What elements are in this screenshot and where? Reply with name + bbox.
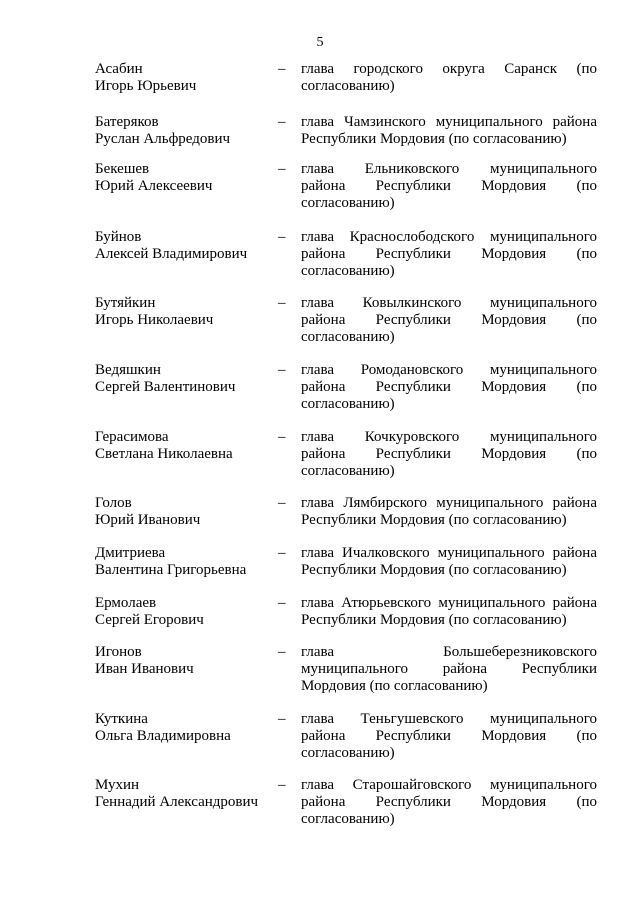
position-description — [301, 644, 597, 695]
dash-separator: – — [278, 429, 286, 445]
list-item — [0, 429, 640, 480]
given-names: Игорь Юрьевич — [95, 78, 197, 94]
description-line: согласованию) — [301, 195, 395, 211]
position-description — [301, 545, 597, 579]
list-item — [0, 114, 640, 148]
description-line: согласованию) — [301, 745, 395, 761]
position-description — [301, 777, 597, 828]
position-description — [301, 595, 597, 629]
dash-separator: – — [278, 114, 286, 130]
list-item — [0, 61, 640, 95]
dash-separator: – — [278, 495, 286, 511]
person-name — [95, 495, 275, 529]
description-line: района Республики Мордовия (по — [301, 728, 597, 744]
description-line: глава Ичалковского муниципального района — [301, 545, 597, 561]
position-description — [301, 61, 597, 95]
dash-separator: – — [278, 777, 286, 793]
list-item — [0, 595, 640, 629]
person-name — [95, 362, 275, 396]
position-description — [301, 229, 597, 280]
description-line: Республики Мордовия (по согласованию) — [301, 562, 567, 578]
description-line: глава Ковылкинского муниципального — [301, 295, 597, 311]
person-name — [95, 595, 275, 629]
given-names: Валентина Григорьевна — [95, 562, 247, 578]
surname: Буйнов — [95, 229, 142, 245]
list-item — [0, 777, 640, 828]
given-names: Светлана Николаевна — [95, 446, 233, 462]
surname: Голов — [95, 495, 132, 511]
list-item — [0, 229, 640, 280]
description-line: согласованию) — [301, 396, 395, 412]
surname: Мухин — [95, 777, 140, 793]
description-line: глава Старошайговского муниципального — [301, 777, 597, 793]
given-names: Юрий Алексеевич — [95, 178, 213, 194]
position-description — [301, 161, 597, 212]
description-line: глава городского округа Саранск (по — [301, 61, 597, 77]
description-line: района Республики Мордовия (по — [301, 379, 597, 395]
dash-separator: – — [278, 595, 286, 611]
surname: Герасимова — [95, 429, 169, 445]
description-line: Республики Мордовия (по согласованию) — [301, 512, 567, 528]
given-names: Сергей Валентинович — [95, 379, 236, 395]
surname: Дмитриева — [95, 545, 166, 561]
description-line: согласованию) — [301, 463, 395, 479]
dash-separator: – — [278, 644, 286, 660]
description-line: Республики Мордовия (по согласованию) — [301, 612, 567, 628]
description-line: района Республики Мордовия (по — [301, 246, 597, 262]
description-line: глава Ромодановского муниципального — [301, 362, 597, 378]
given-names: Иван Иванович — [95, 661, 194, 677]
surname: Куткина — [95, 711, 148, 727]
description-line: района Республики Мордовия (по — [301, 446, 597, 462]
given-names: Сергей Егорович — [95, 612, 204, 628]
description-line: согласованию) — [301, 811, 395, 827]
page-number: 5 — [316, 35, 324, 50]
person-name — [95, 295, 275, 329]
person-name — [95, 545, 275, 579]
description-line: глава Краснослободского муниципального — [301, 229, 597, 245]
description-line: района Республики Мордовия (по — [301, 312, 597, 328]
person-name — [95, 711, 275, 745]
person-name — [95, 229, 275, 263]
dash-separator: – — [278, 61, 286, 77]
dash-separator: – — [278, 161, 286, 177]
given-names: Юрий Иванович — [95, 512, 201, 528]
description-line: согласованию) — [301, 263, 395, 279]
dash-separator: – — [278, 711, 286, 727]
position-description — [301, 711, 597, 762]
position-description — [301, 295, 597, 346]
description-line: глава Чамзинского муниципального района — [301, 114, 597, 130]
description-line: глава Атюрьевского муниципального района — [301, 595, 597, 611]
description-line: Мордовия (по согласованию) — [301, 678, 488, 694]
description-line: муниципального района Республики — [301, 661, 597, 677]
description-line: глава Большеберезниковского — [301, 644, 597, 660]
position-description — [301, 114, 597, 148]
position-description — [301, 429, 597, 480]
list-item — [0, 362, 640, 413]
given-names: Геннадий Александрович — [95, 794, 259, 810]
description-line: Республики Мордовия (по согласованию) — [301, 131, 567, 147]
description-line: района Республики Мордовия (по — [301, 794, 597, 810]
list-item — [0, 545, 640, 579]
description-line: согласованию) — [301, 78, 395, 94]
description-line: глава Кочкуровского муниципального — [301, 429, 597, 445]
list-item — [0, 495, 640, 529]
given-names: Алексей Владимирович — [95, 246, 248, 262]
surname: Ермолаев — [95, 595, 157, 611]
person-name — [95, 644, 275, 678]
dash-separator: – — [278, 295, 286, 311]
description-line: района Республики Мордовия (по — [301, 178, 597, 194]
person-name — [95, 61, 275, 95]
surname: Бутяйкин — [95, 295, 156, 311]
description-line: глава Теньгушевского муниципального — [301, 711, 597, 727]
person-name — [95, 114, 275, 148]
dash-separator: – — [278, 545, 286, 561]
given-names: Руслан Альфредович — [95, 131, 231, 147]
position-description — [301, 362, 597, 413]
person-name — [95, 777, 275, 811]
description-line: согласованию) — [301, 329, 395, 345]
dash-separator: – — [278, 362, 286, 378]
surname: Асабин — [95, 61, 143, 77]
position-description — [301, 495, 597, 529]
list-item — [0, 644, 640, 695]
list-item — [0, 295, 640, 346]
surname: Ведяшкин — [95, 362, 161, 378]
description-line: глава Ельниковского муниципального — [301, 161, 597, 177]
list-item — [0, 711, 640, 762]
surname: Игонов — [95, 644, 142, 660]
description-line: глава Лямбирского муниципального района — [301, 495, 597, 511]
surname: Батеряков — [95, 114, 159, 130]
list-item — [0, 161, 640, 212]
surname: Бекешев — [95, 161, 150, 177]
person-name — [95, 429, 275, 463]
given-names: Ольга Владимировна — [95, 728, 231, 744]
person-name — [95, 161, 275, 195]
given-names: Игорь Николаевич — [95, 312, 214, 328]
dash-separator: – — [278, 229, 286, 245]
